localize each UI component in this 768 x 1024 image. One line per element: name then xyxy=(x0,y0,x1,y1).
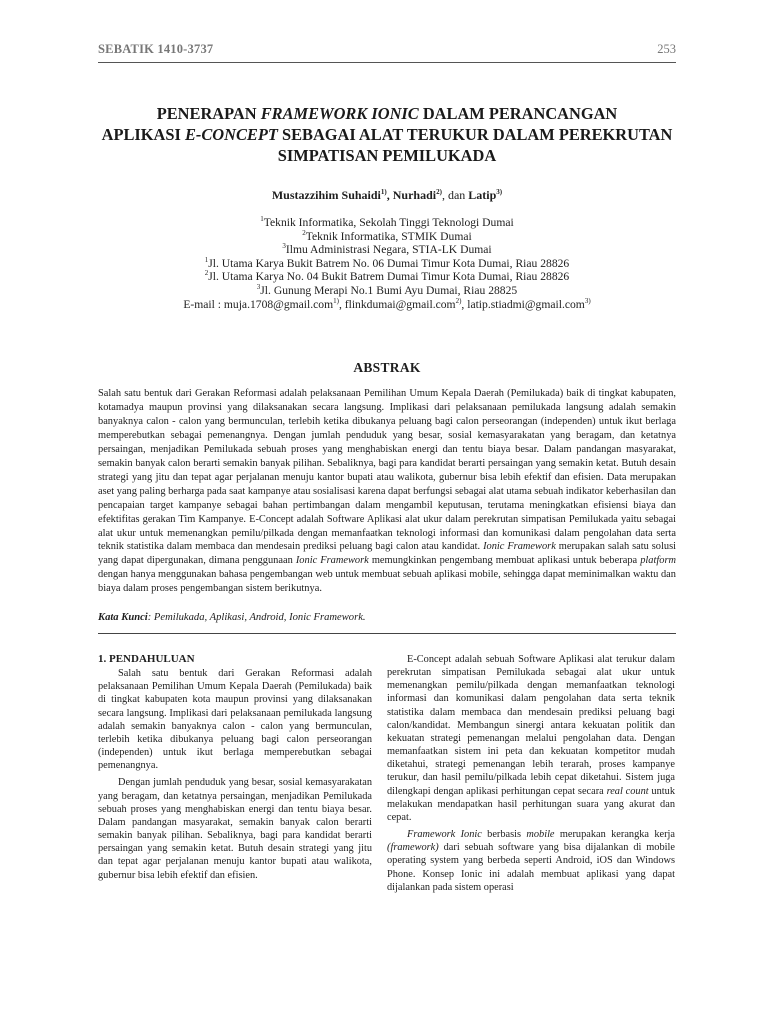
right-column xyxy=(387,653,675,898)
abstract-heading: ABSTRAK xyxy=(353,360,421,375)
section-divider xyxy=(98,633,676,634)
body-paragraph: Framework Ionic berbasis mobile merupakan kerangka kerja (framework) dari sebuah software yang bisa dijalankan di mobile operating system yang berbeda seperti Android, iOS dan Windows Phone. Konsep Ionic ini adalah membuat aplikasi yang dapat dijalankan pada sistem operasi xyxy=(387,829,675,893)
author-2: Nurhadi xyxy=(392,188,437,202)
journal-issn: SEBATIK 1410-3737 xyxy=(98,42,214,56)
body-paragraph: E-Concept adalah sebuah Software Aplikasi alat terukur dalam perekrutan simpatisan Pemilukada sebagai alat ukur untuk memenangkan pemilu/pilkada dengan memanfaatkan teknologi informasi dan komunikasi dalam pengolahan data serta teknik statistika dalam membaca dan mendesain prediksi peluang bagi calon/kandidat. Membangun sinergi antara kekuatan politik dan kekuatan strategi pemenangan melalui pengolahan data. Dengan memanfaatkan sistem ini peta dan kekuatan kompetitor mudah diketahui, strategi pemenangan lebih terarah, proses kampanye terukur, dan hasil pemilu/pilkada lebih cepat diketahui. Sistem juga dilengkapi dengan aplikasi perhitungan cepat secara real count untuk melakukan mendapatkan hasil perhitungan suara yang akurat dan cepat. xyxy=(387,654,675,823)
email-line: E-mail : muja.1708@gmail.com$^{1)}$, flinkdumai@gmail.com$^{2)}$, latip.stiadmi@gmail.com$^{3)}$ xyxy=(183,296,591,311)
body-paragraph: Dengan jumlah penduduk yang besar, sosial kemasyarakatan yang beragam, dan ketatnya persaingan, menjadikan Pemilukada sebuah proses yang menghabiskan energi dan tentu biaya besar. Dalam pandangan masyarakat, semakin banyak calon berarti semakin banyak pilihan. Sebaliknya, bagi para kandidat berarti persaingan yang semakin ketat. Butuh desain strategi yang jitu dan tepat agar perjalanan menuju kantor bupati atau walikota, gubernur bisa lebih efektif dan efisien. xyxy=(98,777,372,881)
title-line-3: SIMPATISAN PEMILUKADA xyxy=(277,146,497,165)
affiliation-line: $^2$Jl. Utama Karya No. 04 Bukit Batrem Dumai Timur Kota Dumai, Riau 28826 xyxy=(204,269,570,284)
affiliations xyxy=(98,216,676,311)
keywords-label: Kata Kunci xyxy=(98,612,148,623)
body-paragraph: Salah satu bentuk dari Gerakan Reformasi adalah pelaksanaan Pemilihan Umum Kepala Daerah (Pemilukada) baik di tingkat kabupaten kota maupun provinsi yang dilaksanakan secara langsung. Implikasi dari pelaksanaan pemilukada langsung adalah semakin banyaknya calon - calon yang bermunculan, terlebih ketika dibukanya peluang bagi calon perseorangan (independen) untuk ikut berlaga memperebutkan sebagai pemenangnya. xyxy=(98,668,372,772)
page-number: 253 xyxy=(657,42,676,56)
affiliation-line: $^2$Teknik Informatika, STMIK Dumai xyxy=(302,228,472,243)
section-heading: 1. PENDAHULUAN xyxy=(98,653,195,665)
paper-title xyxy=(98,103,676,166)
title-line-1: PENERAPAN FRAMEWORK IONIC DALAM PERANCANGAN xyxy=(156,104,618,123)
affiliation-line: $^3$Ilmu Administrasi Negara, STIA-LK Dumai xyxy=(282,242,492,257)
affiliation-line: $^3$Jl. Gunung Merapi No.1 Bumi Ayu Dumai, Riau 28825 xyxy=(256,283,518,297)
running-header xyxy=(98,42,676,63)
abstract-body: Salah satu bentuk dari Gerakan Reformasi adalah pelaksanaan Pemilihan Umum Kepala Daerah (Pemilukada) baik di tingkat kabupaten, kotamadya maupun provinsi yang dilaksanakan secara langsung. Implikasi dari pelaksanaan pemilukada langsung adalah semakin banyaknya calon - calon yang bermunculan, terlebih ketika dibukanya peluang bagi calon perseorangan (independen) untuk ikut berlaga memperebutkan sebagai pemenangnya. Dengan jumlah penduduk yang besar, sosial kemasyarakatan yang beragam, dan ketatnya persaingan, menjadikan Pemilukada sebuah proses yang menghabiskan energi dan tentu biaya besar. Dalam pandangan masyarakat, semakin banyak calon berarti semakin banyak pilihan. Sebaliknya, bagi para kandidat berarti persaingan yang semakin ketat. Butuh desain strategi yang jitu dan tepat agar perjalanan menuju kantor bupati atau walikota, gubernur bisa lebih efektif dan efisien. Data merupakan aset yang paling berharga pada saat kampanye atau sosialisasi karena dapat berfungsi sebagai alat utama sebuah indikator keberhasilan dan pencapaian target kampanye sebagai bahan pertimbangan dalam mengambil keputusan, terutama meningkatkan efisiensi biaya dan efektifitas gerakan Tim Kampanye. E-Concept adalah Software Aplikasi alat ukur dalam perekrutan simpatisan Pemilukada yaitu sebagai alat ukur untuk memenangkan pemilu/pilkada dengan memanfaatkan teknologi informasi dan komunikasi dalam pengolahan data serta teknik statistika dalam membaca dan mendesain prediksi peluang bagi calon atau kandidat. Ionic Framework merupakan salah satu solusi yang dapat dipergunakan, dimana penggunaan Ionic Framework memungkinkan pengembang membuat aplikasi untuk beberapa platform dengan hanya menggunakan bahasa pengembangan web untuk membuat sebuah aplikasi mobile, sehingga dapat meminimalkan waktu dan biaya dalam proses pengembangan sistem berikutnya. xyxy=(98,388,677,595)
left-column xyxy=(98,653,372,886)
title-line-2: APLIKASI E-CONCEPT SEBAGAI ALAT TERUKUR DALAM PEREKRUTAN xyxy=(101,125,673,144)
author-1: Mustazzihim Suhaidi xyxy=(271,188,381,202)
author-3: Latip xyxy=(468,188,497,202)
keywords: Kata Kunci: Pemilukada, Aplikasi, Android, Ionic Framework. xyxy=(98,612,366,623)
author-list: Mustazzihim Suhaidi$^{1)}$, Nurhadi$^{2)}$, dan Latip$^{3)}$ xyxy=(271,188,503,202)
affiliation-line: $^1$Jl. Utama Karya Bukit Batrem No. 06 Dumai Timur Kota Dumai, Riau 28826 xyxy=(204,255,570,270)
affiliation-line: $^1$Teknik Informatika, Sekolah Tinggi Teknologi Dumai xyxy=(260,215,514,229)
